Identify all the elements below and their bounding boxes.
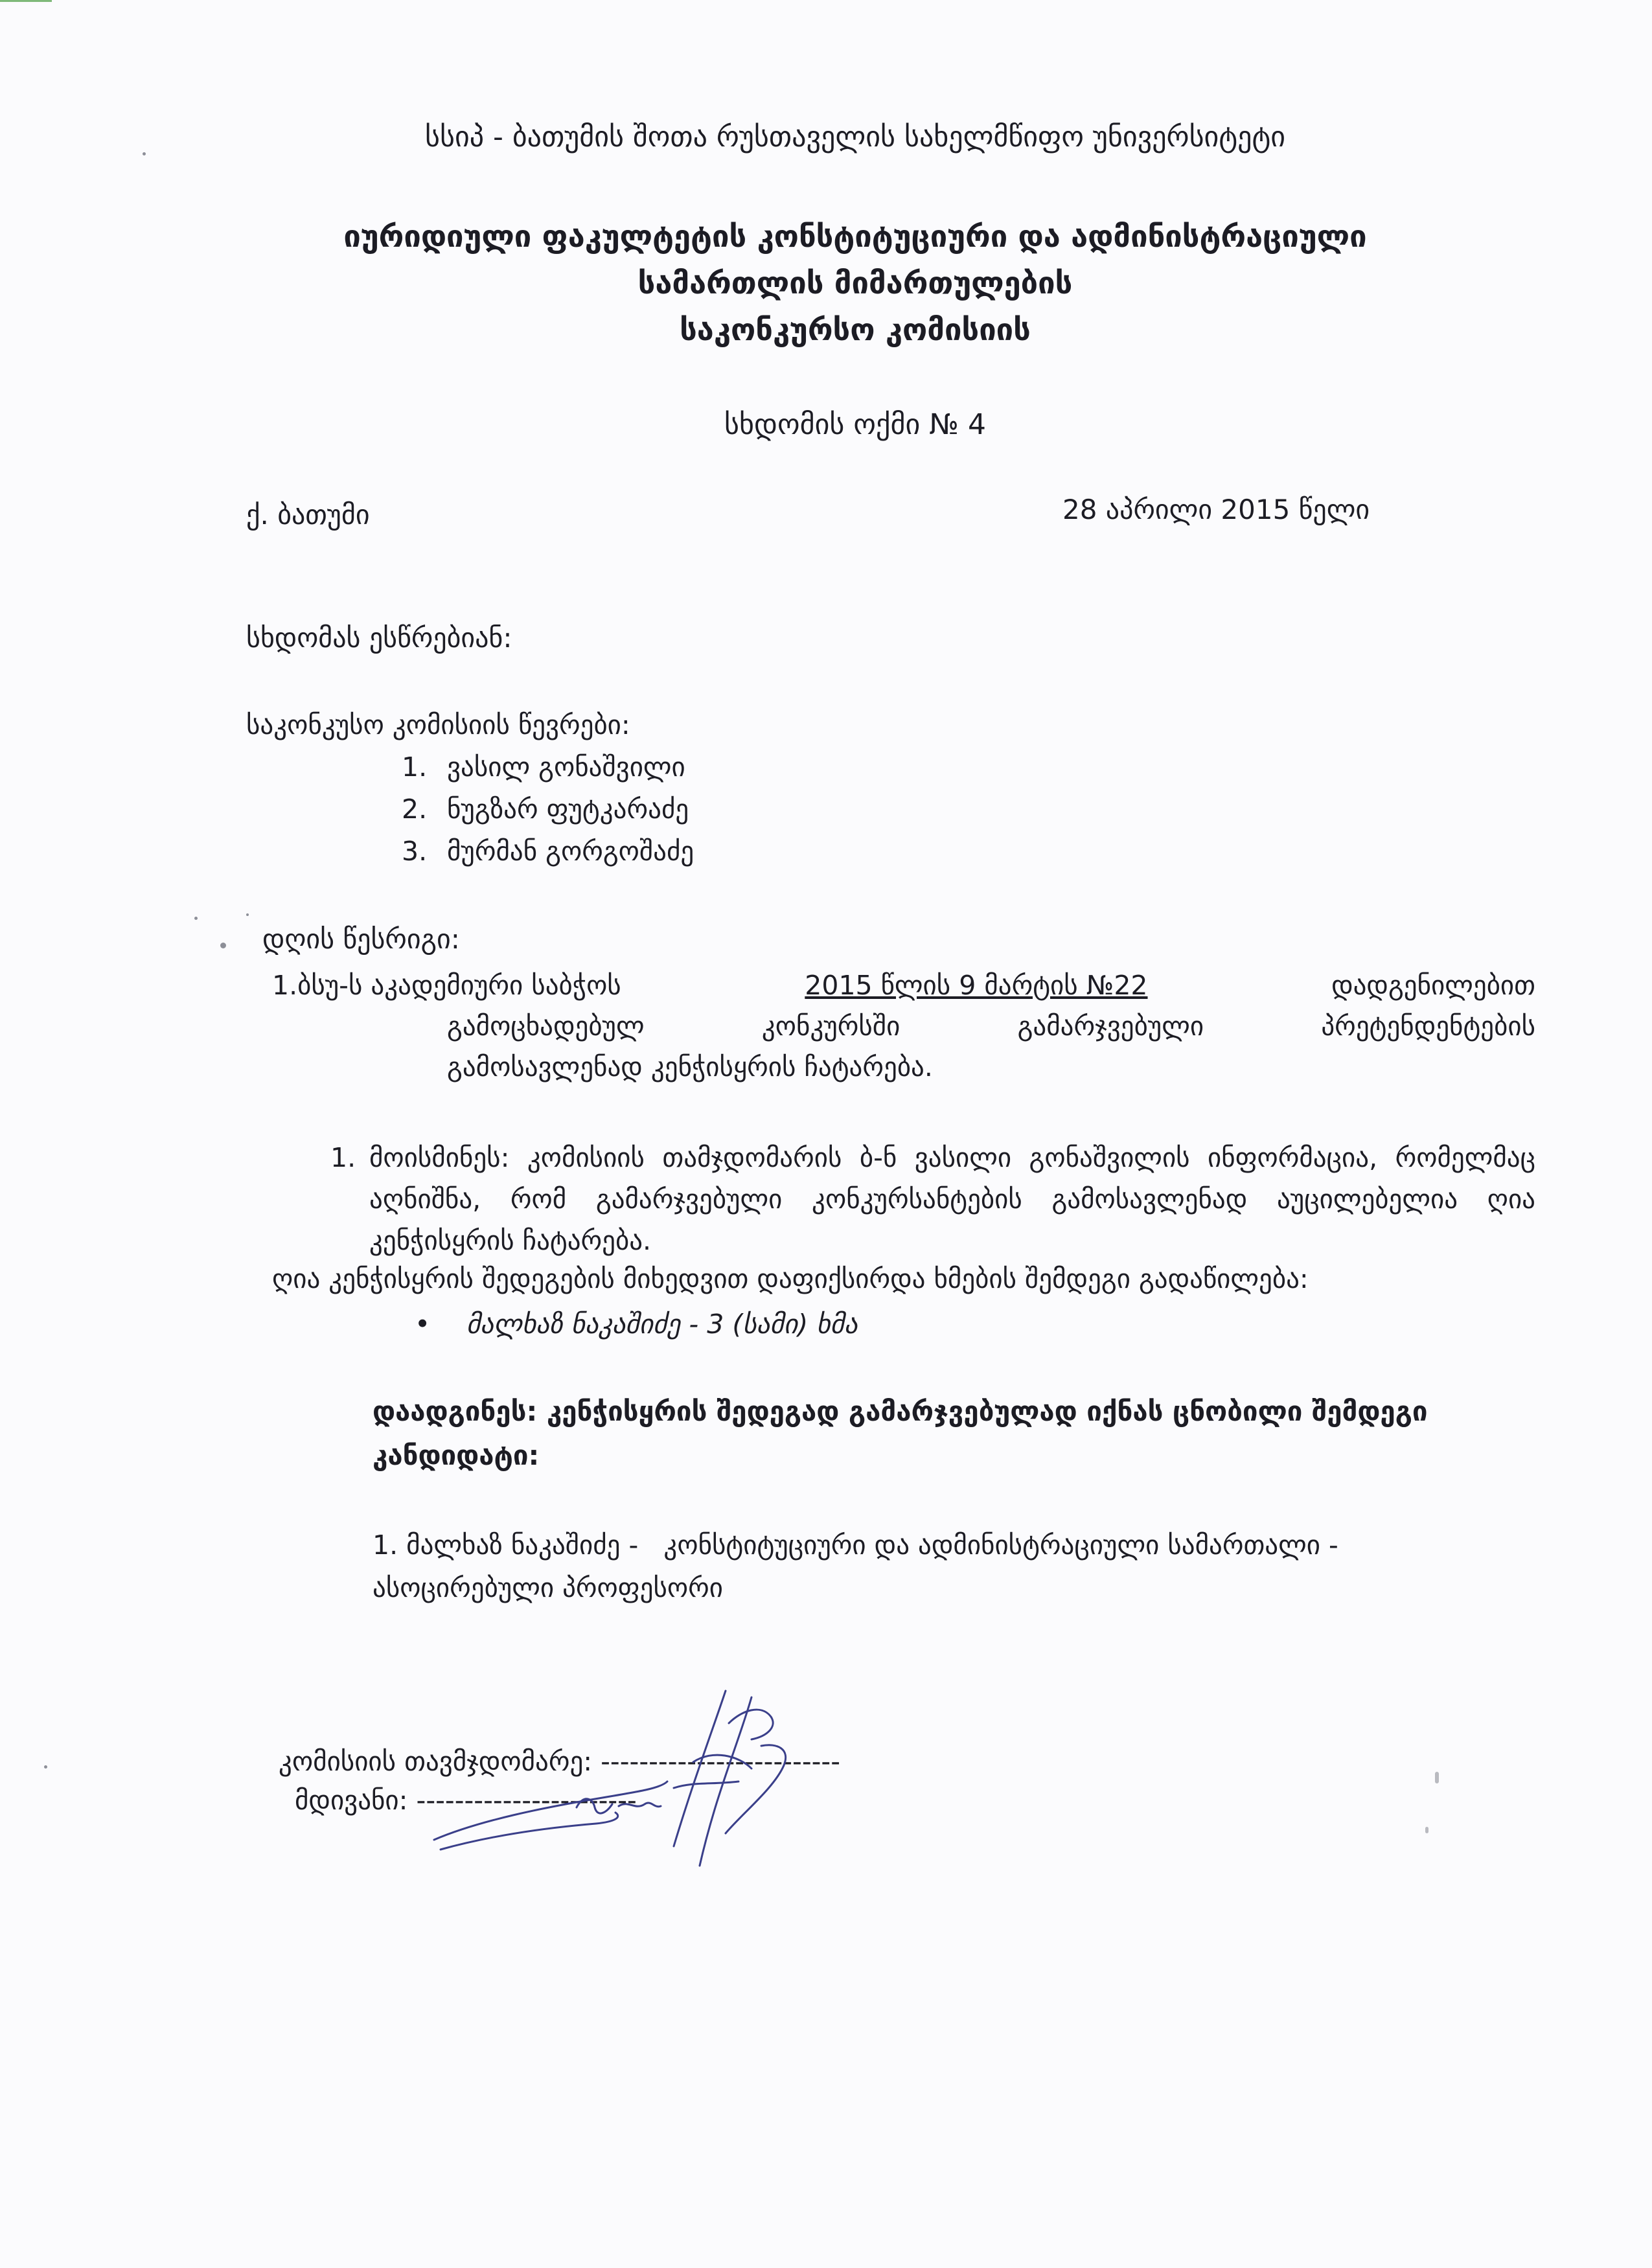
scan-edge-mark [0,0,52,2]
agenda-label: დღის წესრიგი: [262,923,460,955]
agenda-decree-ref: 2015 წლის 9 მარტის №22 [805,970,1148,1001]
member-item [402,836,694,867]
member-name: მურმან გორგოშაძე [447,836,694,867]
date: 28 აპრილი 2015 წელი [1062,494,1370,525]
results-text: ღია კენჭისყრის შედეგების მიხედვით დაფიქსირდა ხმების შემდეგი გადაწილება: [272,1263,1309,1294]
agenda-item [272,965,1535,1088]
bullet-icon: • [415,1309,431,1340]
attendance-label: სხდომას ესწრებიან: [246,622,512,654]
candidate-block [373,1524,1535,1609]
member-name: ვასილ გონაშვილი [447,751,685,783]
agenda-suffix: დადგენილებით [1331,970,1535,1001]
agenda-line-2: გამოცხადებულ კონკურსში გამარჯვებული პრეტენდენტების [447,1011,1535,1042]
candidate-line-1: 1. მალხაზ ნაკაშიძე - კონსტიტუციური და ადმინისტრაციული სამართალი - [373,1529,1338,1561]
decision-text: დაადგინეს: კენჭისყრის შედეგად გამარჯვებულად იქნას ცნობილი შემდეგი კანდიდატი: [373,1395,1428,1471]
member-number: 3. [402,836,428,867]
city: ქ. ბათუმი [246,499,370,531]
faculty-line-2: სამართლის მიმართულების [637,266,1073,301]
university-name: სსიპ - ბათუმის შოთა რუსთაველის სახელმწიფო უნივერსიტეტი [424,120,1286,154]
member-number: 2. [402,794,428,825]
scan-speck [143,152,146,155]
chair-label: კომისიის თავმჯდომარე: [279,1746,593,1777]
vote-item [415,1309,858,1340]
agenda-line-3: გამოსავლენად კენჭისყრის ჩატარება. [447,1051,933,1082]
protocol-title: სხდომის ოქმი № 4 [724,408,986,441]
scan-speck [44,1765,47,1769]
scan-speck [1425,1827,1428,1833]
scan-speck [194,917,198,920]
handwritten-signature [389,1684,881,1879]
members-label: საკონკუსო კომისიის წევრები: [246,709,630,740]
secretary-dashes: ----------------------- [416,1785,637,1816]
member-name: ნუგზარ ფუტკარაძე [447,794,689,825]
heard-text: მოისმინეს: კომისიის თამჯდომარის ბ-ნ ვასილი გონაშვილის ინფორმაცია, რომელმაც აღნიშნა, რომ გამარჯვებული კონკურსანტების გამოსავლენად აუცილებელია ღია კენჭისყრის ჩატარება. [369,1142,1535,1256]
chair-dashes: ------------------------- [601,1746,841,1777]
candidate-line-2: ასოცირებული პროფესორი [373,1572,723,1603]
faculty-line-1: იურიდიული ფაკულტეტის კონსტიტუციური და ადმინისტრაციული [343,219,1367,255]
secretary-label: მდივანი: [295,1785,408,1816]
faculty-heading [0,214,1652,354]
agenda-line-1 [272,965,1535,1006]
heard-paragraph [330,1137,1535,1261]
scan-speck [220,943,226,948]
scan-speck [246,913,249,916]
vote-text: მალხაზ ნაკაშიძე - 3 (სამი) ხმა [466,1309,858,1340]
member-item [402,751,685,783]
member-item [402,794,689,825]
member-number: 1. [402,751,428,783]
heard-number: 1. [330,1142,356,1173]
faculty-line-3: საკონკურსო კომისიის [680,312,1031,348]
scan-speck [1435,1772,1439,1783]
agenda-prefix: 1.ბსუ-ს აკადემიური საბჭოს [272,970,621,1001]
